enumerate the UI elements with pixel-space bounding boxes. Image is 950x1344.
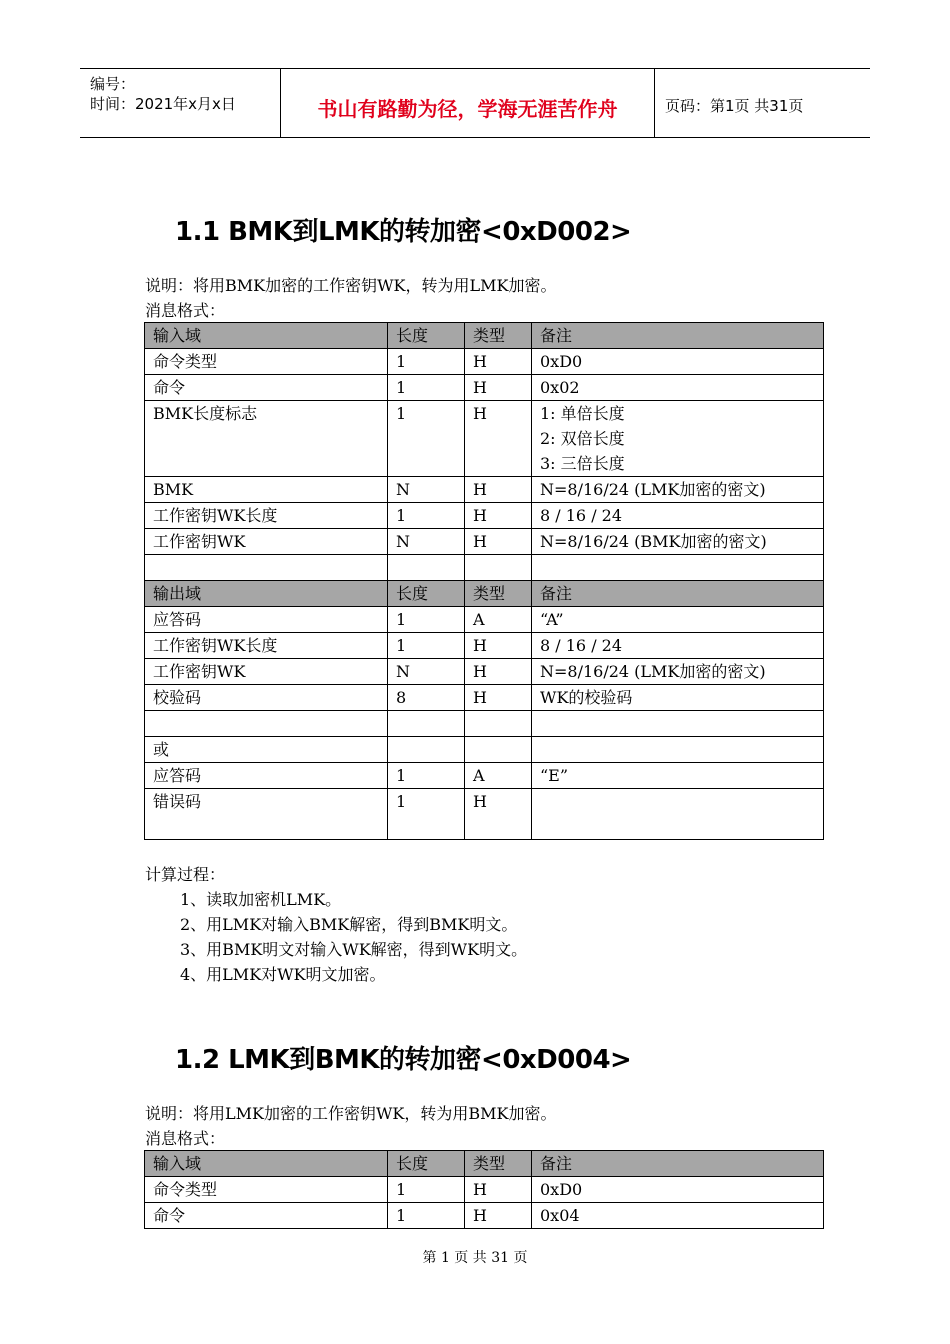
- table-cell: 0xD0: [532, 349, 824, 375]
- calc-step: 4、用LMK对WK明文加密。: [180, 965, 386, 984]
- table-row: [145, 711, 824, 737]
- table-cell: 8 / 16 / 24: [532, 503, 824, 529]
- table-row: [145, 503, 824, 529]
- table-cell: 命令类型: [145, 349, 388, 375]
- table-cell: [388, 711, 465, 737]
- page-footer: 第 1 页 共 31 页: [422, 1250, 528, 1266]
- table-row: [145, 529, 824, 555]
- table-cell: H: [465, 659, 532, 685]
- table-cell: 类型: [465, 323, 532, 349]
- table-cell: N: [388, 477, 465, 503]
- table-row: [145, 555, 824, 581]
- table-cell: 1: [388, 1203, 465, 1229]
- page-header: [80, 68, 870, 138]
- table-cell: “E”: [532, 763, 824, 789]
- table-cell: [145, 711, 388, 737]
- table-cell: 长度: [388, 1151, 465, 1177]
- calc-process-label: 计算过程：: [145, 865, 226, 884]
- section-1-title: 1.1 BMK到LMK的转加密<0xD002>: [175, 217, 632, 247]
- table-cell: N=8/16/24 (BMK加密的密文): [532, 529, 824, 555]
- table-cell: 1: [388, 375, 465, 401]
- table-cell-line: 1: 单倍长度: [540, 404, 625, 423]
- table-cell: BMK长度标志: [145, 401, 388, 477]
- table-cell: H: [465, 1177, 532, 1203]
- table-cell: N=8/16/24 (LMK加密的密文): [532, 477, 824, 503]
- table-cell: 8: [388, 685, 465, 711]
- table-cell: 1: [388, 1177, 465, 1203]
- table-cell: H: [465, 685, 532, 711]
- table-cell: 1: [388, 789, 465, 840]
- table-cell: [532, 789, 824, 840]
- table-row: [145, 607, 824, 633]
- table-cell-line: 3: 三倍长度: [540, 454, 625, 473]
- table-cell: 输入域: [145, 323, 388, 349]
- table-cell: H: [465, 1203, 532, 1229]
- table-cell: 8 / 16 / 24: [532, 633, 824, 659]
- table-cell: H: [465, 349, 532, 375]
- table-header-row: [145, 323, 824, 349]
- table-row: [145, 789, 824, 840]
- table-cell: 0xD0: [532, 1177, 824, 1203]
- table-cell: 类型: [465, 581, 532, 607]
- table-cell: 备注: [532, 323, 824, 349]
- header-motto-cell: [281, 69, 655, 137]
- table-cell: N=8/16/24 (LMK加密的密文): [532, 659, 824, 685]
- table-cell: BMK: [145, 477, 388, 503]
- section-2-description: 说明：将用LMK加密的工作密钥WK，转为用BMK加密。: [145, 1104, 557, 1123]
- table-cell: [532, 737, 824, 763]
- table-row: [145, 737, 824, 763]
- header-page-number: 页码：第1页 共31页: [665, 97, 804, 115]
- table-row: [145, 477, 824, 503]
- table-cell: [532, 711, 824, 737]
- table-cell: 应答码: [145, 607, 388, 633]
- table-cell: 命令: [145, 1203, 388, 1229]
- header-meta-cell: [80, 69, 281, 137]
- table-cell: 命令类型: [145, 1177, 388, 1203]
- table-cell: 校验码: [145, 685, 388, 711]
- table-row: [145, 763, 824, 789]
- table-row: [145, 1203, 824, 1229]
- table-row: [145, 633, 824, 659]
- table-cell: 类型: [465, 1151, 532, 1177]
- table-cell: “A”: [532, 607, 824, 633]
- table-cell: [388, 555, 465, 581]
- table-cell: [532, 401, 824, 477]
- table-cell-line: 2: 双倍长度: [540, 429, 625, 448]
- table-cell: 工作密钥WK长度: [145, 633, 388, 659]
- section-2-format-label: 消息格式：: [145, 1129, 226, 1148]
- table-cell: 输出域: [145, 581, 388, 607]
- table-cell: 备注: [532, 581, 824, 607]
- section-1-message-table: [144, 322, 824, 840]
- table-cell: 1: [388, 349, 465, 375]
- doc-time-label: 时间：2021年x月x日: [90, 95, 236, 113]
- table-cell: [532, 555, 824, 581]
- section-2-message-table: [144, 1150, 824, 1229]
- table-cell: 备注: [532, 1151, 824, 1177]
- table-cell: 1: [388, 401, 465, 477]
- section-1-format-label: 消息格式：: [145, 301, 226, 320]
- table-cell: 1: [388, 763, 465, 789]
- header-page-cell: [655, 69, 870, 137]
- table-cell: A: [465, 763, 532, 789]
- table-cell: H: [465, 503, 532, 529]
- table-cell: N: [388, 659, 465, 685]
- table-cell: 长度: [388, 581, 465, 607]
- table-row: [145, 349, 824, 375]
- table-cell: [465, 555, 532, 581]
- table-header-row: [145, 581, 824, 607]
- table-cell: [388, 737, 465, 763]
- table-cell: 应答码: [145, 763, 388, 789]
- table-cell: H: [465, 633, 532, 659]
- table-cell: A: [465, 607, 532, 633]
- table-cell: 1: [388, 607, 465, 633]
- calc-step: 2、用LMK对输入BMK解密，得到BMK明文。: [180, 915, 518, 934]
- table-cell: 工作密钥WK: [145, 529, 388, 555]
- table-cell: H: [465, 401, 532, 477]
- table-cell: 0x04: [532, 1203, 824, 1229]
- header-motto: 书山有路勤为径，学海无涯苦作舟: [317, 97, 618, 121]
- table-cell: [465, 737, 532, 763]
- table-row: [145, 1177, 824, 1203]
- doc-code-label: 编号：: [90, 75, 136, 93]
- calc-step: 1、读取加密机LMK。: [180, 890, 342, 909]
- table-cell: 输入域: [145, 1151, 388, 1177]
- section-2-title: 1.2 LMK到BMK的转加密<0xD004>: [175, 1045, 632, 1075]
- table-cell: 命令: [145, 375, 388, 401]
- table-cell: H: [465, 789, 532, 840]
- table-cell: 或: [145, 737, 388, 763]
- table-row: [145, 659, 824, 685]
- table-cell: H: [465, 477, 532, 503]
- table-cell: 工作密钥WK: [145, 659, 388, 685]
- table-row: [145, 401, 824, 477]
- table-cell: H: [465, 375, 532, 401]
- calc-step: 3、用BMK明文对输入WK解密，得到WK明文。: [180, 940, 528, 959]
- table-cell: [145, 555, 388, 581]
- table-cell: H: [465, 529, 532, 555]
- table-cell: 工作密钥WK长度: [145, 503, 388, 529]
- table-cell: 0x02: [532, 375, 824, 401]
- table-cell: 长度: [388, 323, 465, 349]
- table-row: [145, 375, 824, 401]
- table-header-row: [145, 1151, 824, 1177]
- table-cell: [465, 711, 532, 737]
- section-1-description: 说明：将用BMK加密的工作密钥WK，转为用LMK加密。: [145, 276, 557, 295]
- table-row: [145, 685, 824, 711]
- table-cell: N: [388, 529, 465, 555]
- table-cell: 错误码: [145, 789, 388, 840]
- table-cell: WK的校验码: [532, 685, 824, 711]
- table-cell: 1: [388, 503, 465, 529]
- table-cell: 1: [388, 633, 465, 659]
